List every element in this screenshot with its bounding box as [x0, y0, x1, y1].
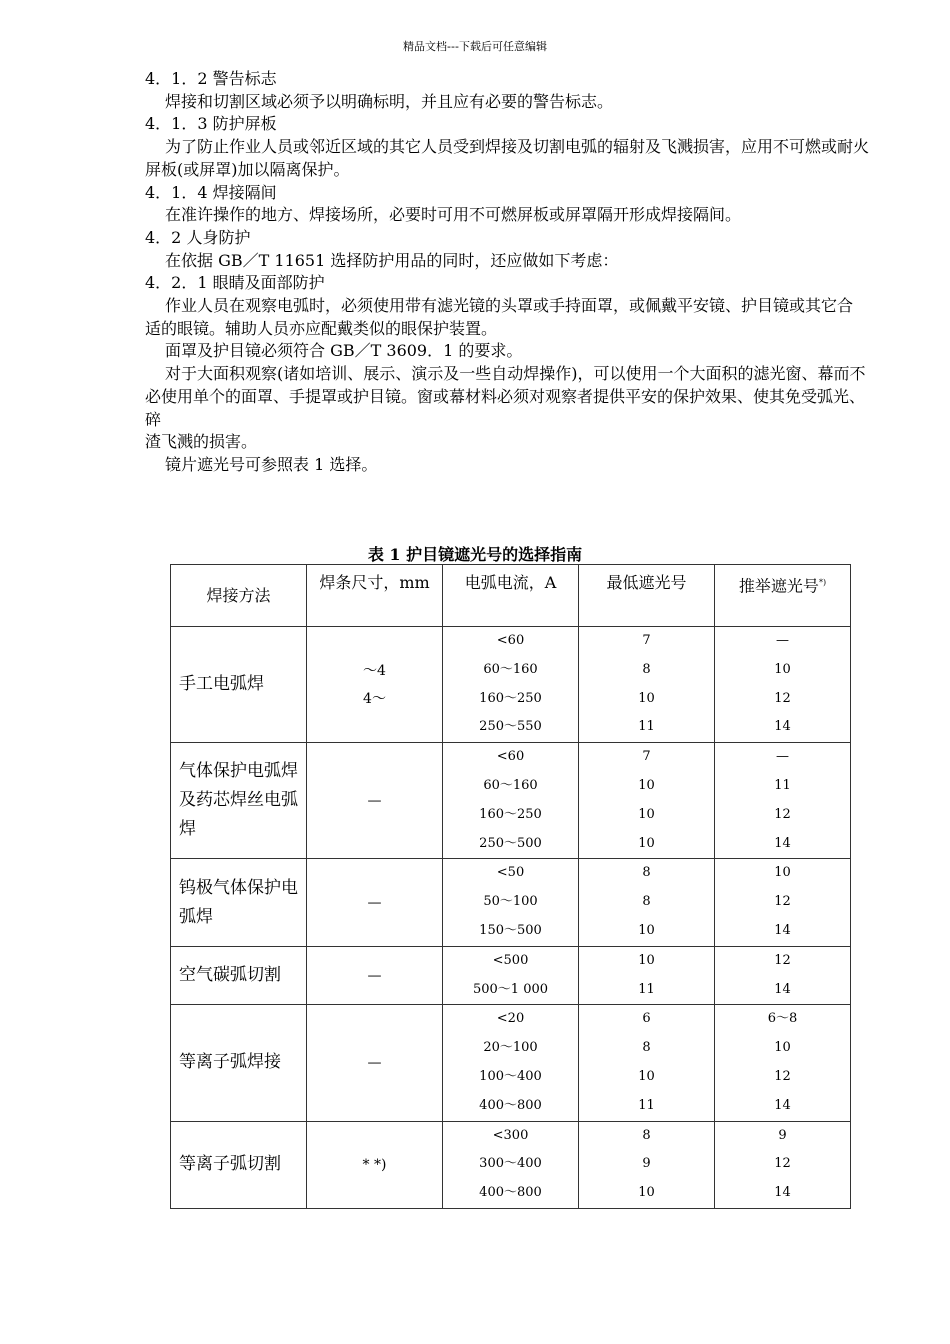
body-line: 面罩及护目镜必须符合 GB／T 3609．1 的要求。	[165, 341, 523, 361]
current-cell	[443, 1005, 579, 1121]
min-cell	[579, 627, 715, 743]
body-line: 4．1．3 防护屏板	[145, 114, 277, 134]
electrode-size-cell: —	[307, 743, 443, 859]
min-value: 8	[642, 894, 651, 910]
current-cell	[443, 859, 579, 946]
table-caption: 表 1 护目镜遮光号的选择指南	[367, 545, 583, 564]
body-line: 4．1．4 焊接隔间	[145, 182, 277, 202]
min-value: 11	[638, 981, 655, 997]
rec-value: —	[776, 749, 789, 765]
rec-value: 12	[774, 894, 791, 910]
rec-cell	[715, 743, 851, 859]
electrode-size-cell: ～4 4～	[307, 627, 443, 743]
table-row	[171, 743, 851, 859]
rec-value: 14	[774, 1097, 791, 1113]
body-line: 在依据 GB／T 11651 选择防护用品的同时，还应做如下考虑：	[165, 250, 619, 270]
min-cell	[579, 1005, 715, 1121]
current-value: <500	[492, 952, 529, 968]
rec-value: —	[776, 633, 789, 648]
rec-value: 12	[774, 690, 791, 706]
body-line: 作业人员在观察电弧时，必须使用带有滤光镜的头罩或手持面罩，或佩戴平安镜、护目镜或其它合	[165, 296, 854, 316]
current-value: 20～100	[483, 1040, 538, 1056]
welding-method-cell: 气体保护电弧焊及药芯焊丝电弧焊	[171, 743, 307, 859]
rec-cell	[715, 1005, 851, 1121]
table-row	[171, 1005, 851, 1121]
table-row	[171, 627, 851, 743]
rec-value: 9	[778, 1127, 787, 1143]
rec-value: 14	[774, 719, 791, 735]
min-value: 9	[642, 1156, 651, 1172]
min-value: 6	[642, 1011, 651, 1027]
electrode-size-cell: —	[307, 859, 443, 946]
rec-value: 12	[774, 1156, 791, 1172]
rec-value: 12	[774, 1068, 791, 1084]
current-value: 160～250	[479, 690, 542, 706]
rec-value: 6～8	[767, 1011, 798, 1027]
electrode-size-cell: —	[307, 1005, 443, 1121]
min-value: 10	[638, 952, 655, 968]
current-cell	[443, 627, 579, 743]
min-cell	[579, 946, 715, 1005]
min-value: 10	[638, 1068, 655, 1084]
min-value: 11	[638, 1097, 655, 1113]
min-value: 7	[642, 633, 651, 648]
rec-cell	[715, 946, 851, 1005]
body-line: 必使用单个的面罩、手提罩或护目镜。窗或幕材料必须对观察者提供平安的保护效果、使其免受弧光、碎	[145, 386, 866, 429]
current-cell	[443, 743, 579, 859]
current-value: <60	[496, 749, 525, 765]
rec-value: 10	[774, 1040, 791, 1056]
min-value: 10	[638, 690, 655, 706]
body-line: 4．2．1 眼睛及面部防护	[145, 273, 325, 293]
welding-method-cell: 空气碳弧切割	[171, 946, 307, 1005]
electrode-size-cell: * *)	[307, 1121, 443, 1208]
page-header: 精品文档---下载后可任意编辑	[403, 40, 547, 53]
current-value: 300～400	[479, 1156, 542, 1172]
body-line: 镜片遮光号可参照表 1 选择。	[165, 454, 378, 474]
min-value: 11	[638, 719, 655, 735]
welding-method-cell: 手工电弧焊	[171, 627, 307, 743]
table-row	[171, 1121, 851, 1208]
table-row	[171, 859, 851, 946]
current-value: 60～160	[483, 661, 538, 677]
rec-value: 14	[774, 1185, 791, 1201]
min-value: 8	[642, 1127, 651, 1143]
min-cell	[579, 1121, 715, 1208]
current-value: 400～800	[479, 1185, 542, 1201]
current-value: 160～250	[479, 806, 542, 822]
min-value: 10	[638, 806, 655, 822]
rec-value: 12	[774, 806, 791, 822]
current-value: 60～160	[483, 777, 538, 793]
min-value: 8	[642, 865, 651, 881]
current-value: 150～500	[479, 922, 542, 938]
rec-value: 12	[774, 952, 791, 968]
current-value: 400～800	[479, 1097, 542, 1113]
current-value: 50～100	[483, 894, 538, 910]
rec-value: 11	[774, 777, 791, 793]
body-line: 在准许操作的地方、焊接场所，必要时可用不可燃屏板或屏罩隔开形成焊接隔间。	[165, 205, 742, 225]
current-value: <300	[492, 1127, 529, 1143]
min-value: 7	[642, 749, 651, 765]
current-value: 250～550	[479, 719, 542, 735]
min-cell	[579, 743, 715, 859]
body-line: 渣飞溅的损害。	[145, 432, 258, 452]
rec-value: 14	[774, 922, 791, 938]
current-cell	[443, 946, 579, 1005]
min-value: 8	[642, 1040, 651, 1056]
min-value: 8	[642, 661, 651, 677]
current-value: <50	[496, 865, 525, 881]
min-value: 10	[638, 1185, 655, 1201]
rec-value: 10	[774, 661, 791, 677]
shade-number-table	[170, 564, 851, 1209]
table-header-row	[171, 565, 851, 627]
current-value: 250～500	[479, 835, 542, 851]
rec-value: 14	[774, 835, 791, 851]
rec-cell	[715, 627, 851, 743]
header-min-shade: 最低遮光号	[579, 565, 715, 627]
header-current: 电弧电流，A	[443, 565, 579, 627]
current-value: <60	[496, 633, 525, 648]
current-value: 500～1 000	[472, 981, 549, 997]
body-line: 为了防止作业人员或邻近区域的其它人员受到焊接及切割电弧的辐射及飞溅损害，应用不可燃或耐火屏板(或屏罩)加以隔离保护。	[145, 137, 870, 179]
document-body	[145, 68, 875, 477]
min-value: 10	[638, 835, 655, 851]
table-row	[171, 946, 851, 1005]
header-recommended-shade: 推举遮光号*)	[715, 565, 851, 627]
header-size: 焊条尺寸，mm	[307, 565, 443, 627]
current-value: 100～400	[479, 1068, 542, 1084]
body-line: 焊接和切割区域必须予以明确标明，并且应有必要的警告标志。	[165, 91, 614, 111]
body-line: 4．2 人身防护	[145, 227, 251, 247]
welding-method-cell: 等离子弧焊接	[171, 1005, 307, 1121]
rec-cell	[715, 859, 851, 946]
body-line: 对于大面积观察(诸如培训、展示、演示及一些自动焊操作)，可以使用一个大面积的滤光窗、幕而不	[165, 364, 866, 384]
footnote-mark: *)	[818, 578, 827, 587]
min-value: 10	[638, 777, 655, 793]
current-value: <20	[496, 1011, 525, 1027]
header-method: 焊接方法	[171, 565, 307, 627]
min-cell	[579, 859, 715, 946]
body-line: 适的眼镜。辅助人员亦应配戴类似的眼保护装置。	[145, 318, 498, 338]
rec-value: 14	[774, 981, 791, 997]
rec-value: 10	[774, 865, 791, 881]
welding-method-cell: 钨极气体保护电弧焊	[171, 859, 307, 946]
min-value: 10	[638, 922, 655, 938]
table-body	[171, 627, 851, 1209]
electrode-size-cell: —	[307, 946, 443, 1005]
rec-cell	[715, 1121, 851, 1208]
welding-method-cell: 等离子弧切割	[171, 1121, 307, 1208]
body-line: 4．1．2 警告标志	[145, 69, 277, 88]
current-cell	[443, 1121, 579, 1208]
